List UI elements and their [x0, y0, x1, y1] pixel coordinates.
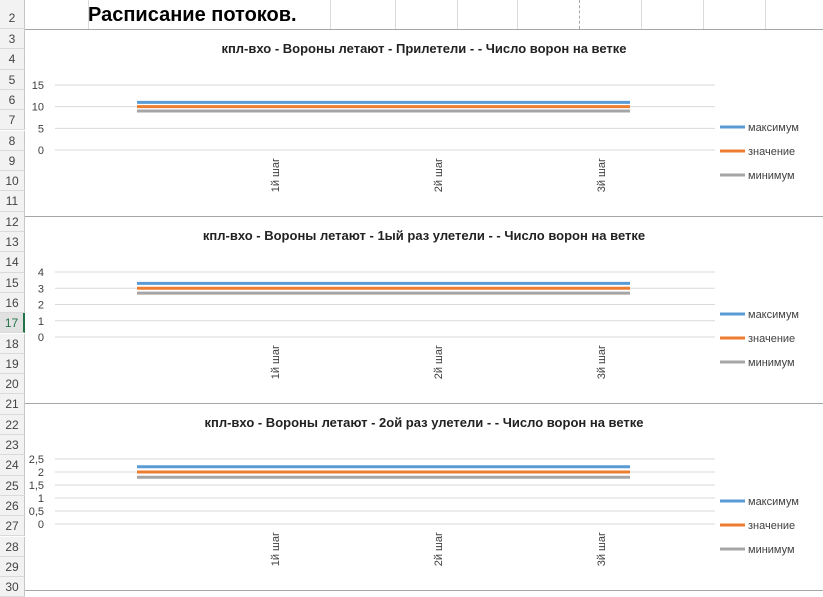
- column-gridline: [330, 0, 331, 29]
- x-tick-label: 2й шаг: [433, 345, 445, 380]
- chart-arrived[interactable]: [25, 29, 823, 217]
- y-tick-label: 10: [31, 101, 44, 114]
- y-tick-label: 2,5: [28, 454, 44, 466]
- row-header-12[interactable]: 12: [0, 212, 25, 232]
- legend-label: значение: [748, 333, 796, 345]
- chart-second-departure-svg: [25, 404, 823, 592]
- y-tick-label: 2: [37, 299, 44, 312]
- row-header-20[interactable]: 20: [0, 374, 25, 394]
- column-gridline: [579, 0, 580, 29]
- y-tick-label: 0: [37, 519, 44, 531]
- column-gridline: [395, 0, 396, 29]
- chart-title: кпл-вхо - Вороны летают - Прилетели - - Число ворон на ветке: [221, 41, 627, 56]
- column-gridline: [641, 0, 642, 29]
- row-header-18[interactable]: 18: [0, 334, 25, 354]
- legend-label: минимум: [748, 170, 795, 182]
- row-header-28[interactable]: 28: [0, 537, 25, 557]
- y-tick-label: 0,5: [28, 506, 44, 518]
- row-header-17[interactable]: 17: [0, 313, 25, 333]
- y-tick-label: 3: [37, 283, 44, 296]
- row-header-13[interactable]: 13: [0, 232, 25, 252]
- x-tick-label: 3й шаг: [596, 158, 608, 193]
- row-header-2[interactable]: 2: [0, 0, 25, 29]
- x-tick-label: 3й шаг: [596, 345, 608, 380]
- column-gridline: [703, 0, 704, 29]
- row-header-9[interactable]: 9: [0, 151, 25, 171]
- legend-label: значение: [748, 146, 796, 158]
- row-header-23[interactable]: 23: [0, 435, 25, 455]
- y-tick-label: 1: [37, 493, 44, 505]
- legend-label: максимум: [748, 309, 799, 321]
- x-tick-label: 1й шаг: [270, 158, 282, 193]
- row-header-29[interactable]: 29: [0, 557, 25, 577]
- x-tick-label: 3й шаг: [596, 532, 608, 567]
- y-tick-label: 0: [37, 145, 44, 157]
- row-header-30[interactable]: 30: [0, 577, 25, 597]
- row-header-21[interactable]: 21: [0, 394, 25, 414]
- row-header-22[interactable]: 22: [0, 415, 25, 435]
- legend-label: минимум: [748, 357, 795, 369]
- x-tick-label: 2й шаг: [433, 532, 445, 567]
- row-header-26[interactable]: 26: [0, 496, 25, 516]
- chart-second-departure[interactable]: [25, 403, 823, 591]
- row-header-15[interactable]: 15: [0, 273, 25, 293]
- x-tick-label: 2й шаг: [433, 158, 445, 193]
- legend-label: минимум: [748, 544, 795, 556]
- y-tick-label: 1,5: [28, 480, 44, 492]
- y-tick-label: 4: [37, 267, 44, 279]
- row-header-16[interactable]: 16: [0, 293, 25, 313]
- legend-label: максимум: [748, 496, 799, 508]
- row-header-11[interactable]: 11: [0, 191, 25, 211]
- row-header-10[interactable]: 10: [0, 171, 25, 191]
- row-header-27[interactable]: 27: [0, 516, 25, 536]
- legend-label: максимум: [748, 122, 799, 134]
- y-tick-label: 5: [37, 123, 44, 136]
- sheet-title[interactable]: Расписание потоков.: [88, 4, 297, 26]
- chart-first-departure[interactable]: [25, 216, 823, 404]
- x-tick-label: 1й шаг: [270, 532, 282, 567]
- row-header-8[interactable]: 8: [0, 131, 25, 151]
- row-header-4[interactable]: 4: [0, 49, 25, 69]
- y-tick-label: 15: [31, 80, 44, 92]
- row-header-6[interactable]: 6: [0, 90, 25, 110]
- y-tick-label: 1: [37, 315, 44, 328]
- y-tick-label: 0: [37, 332, 44, 344]
- row-header-14[interactable]: 14: [0, 252, 25, 272]
- chart-title: кпл-вхо - Вороны летают - 2ой раз улетели - - Число ворон на ветке: [204, 415, 644, 430]
- chart-arrived-svg: [25, 30, 823, 218]
- column-gridline: [517, 0, 518, 29]
- row-header-25[interactable]: 25: [0, 476, 25, 496]
- row-header-5[interactable]: 5: [0, 70, 25, 90]
- legend-label: значение: [748, 520, 796, 532]
- x-tick-label: 1й шаг: [270, 345, 282, 380]
- row-header-7[interactable]: 7: [0, 110, 25, 130]
- y-tick-label: 2: [37, 467, 44, 479]
- row-header-24[interactable]: 24: [0, 455, 25, 475]
- row-header-3[interactable]: 3: [0, 29, 25, 49]
- chart-first-departure-svg: [25, 217, 823, 405]
- row-header-19[interactable]: 19: [0, 354, 25, 374]
- column-gridline: [457, 0, 458, 29]
- column-gridline: [765, 0, 766, 29]
- chart-title: кпл-вхо - Вороны летают - 1ый раз улетели - - Число ворон на ветке: [202, 228, 646, 243]
